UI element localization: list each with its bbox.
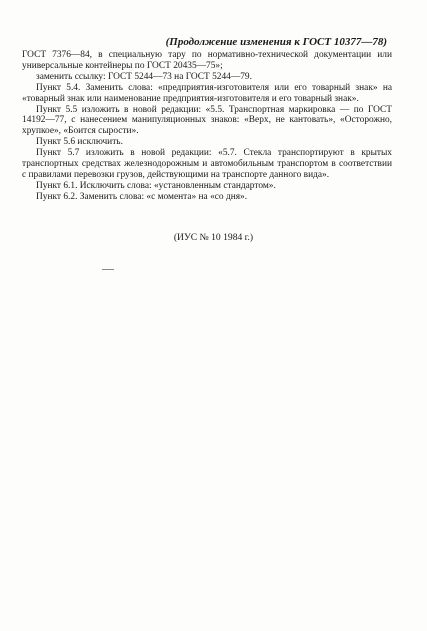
paragraph-clause-5-7: Пункт 5.7 изложить в новой редакции: «5.7. Стекла транспортируют в крытых транспортных средствах железнодорожным и автомобильным транспортом в соответствии с правилами перевозки грузов, действующими на транспорте данного вида». <box>22 148 392 180</box>
paragraph-replace-reference: заменить ссылку: ГОСТ 5244—73 на ГОСТ 5244—79. <box>36 71 252 82</box>
document-body <box>22 50 392 203</box>
paragraph-gost-7376: ГОСТ 7376—84, в специальную тару по нормативно-технической документации или универсальные контейнеры по ГОСТ 20435—75»; <box>22 50 392 71</box>
scan-mark <box>102 269 114 270</box>
page-header: (Продолжение изменения к ГОСТ 10377—78) <box>165 36 387 48</box>
publication-reference: (ИУС № 10 1984 г.) <box>173 232 254 243</box>
paragraph-clause-5-5: Пункт 5.5 изложить в новой редакции: «5.5. Транспортная маркировка — по ГОСТ 14192—77, с нанесением манипуляционных знаков: «Верх, не кантовать», «Осторожно, хрупкое», «Боится сырости». <box>22 104 392 137</box>
paragraph-clause-5-6: Пункт 5.6 исключить. <box>36 137 123 148</box>
paragraph-clause-6-1: Пункт 6.1. Исключить слова: «установленным стандартом». <box>36 180 276 191</box>
paragraph-clause-5-4: Пункт 5.4. Заменить слова: «предприятия-изготовителя или его товарный знак» на «товарный знак или наименование предприятия-изготовителя и его товарный знак». <box>22 82 392 104</box>
paragraph-clause-6-2: Пункт 6.2. Заменить слова: «с момента» на «со дня». <box>36 191 248 202</box>
